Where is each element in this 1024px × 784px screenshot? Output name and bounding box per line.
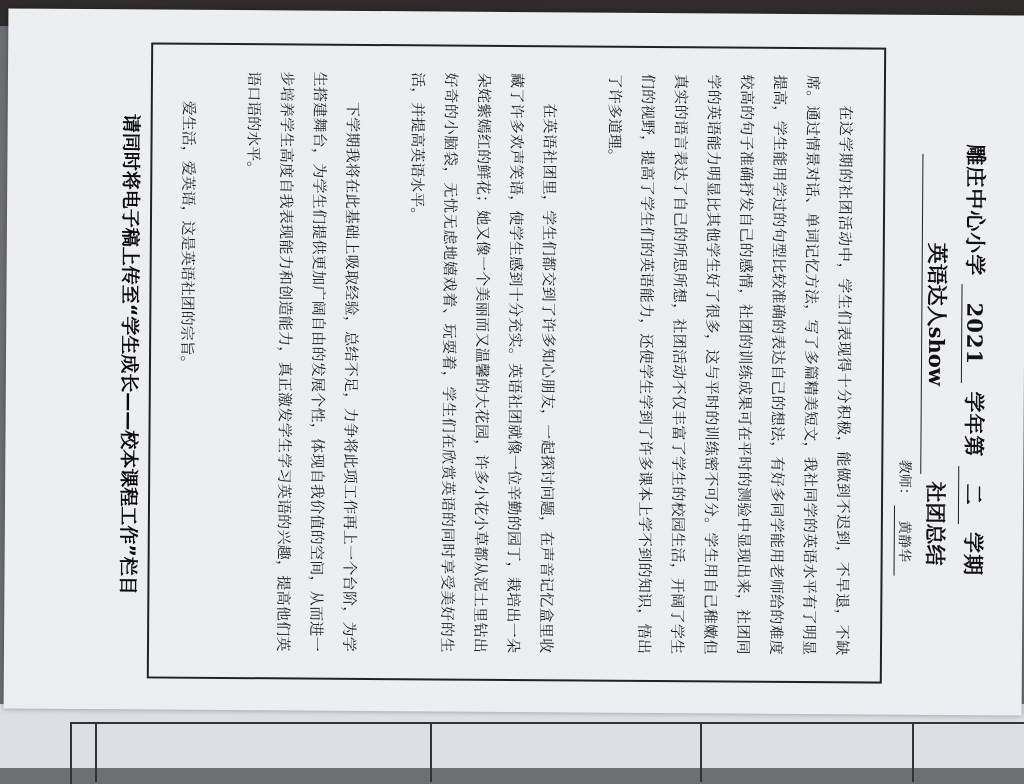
term-number: 二 xyxy=(958,466,989,524)
form-table-divider xyxy=(700,722,702,782)
summary-paragraph: 在这学期的社团活动中，学生们表现得十分积极，能做到不迟到，不早退，不缺席。通过情景对话、单词记忆方法，写了多篇精美短文，我社同学的英语水平有了明显提高，学生能用学过的句型比较准确的表达自己的想法，有好多同学能用老师给的难度较高的句子准确抒发自己的感情，社团的训练成果可在平时的测验中显现出来，社团同学的英语能力明显比其他学生好了很多，这与平时的训练密不可分。学生用自己稚嫩但真实的语言表达了自己的所思所想，社团活动不仅丰富了学生的校园生活，开阔了学生们的视野，提高了学生们的英语能力，还使学生学到了许多课本上学不到的知识，悟出了许多道理。 xyxy=(605,73,855,656)
term-suffix: 学期 xyxy=(960,531,986,577)
rotated-page xyxy=(84,24,999,690)
heading-club-line xyxy=(919,30,955,690)
summary-paragraph: 爱生活，爱英语，这是英语社团的宗旨。 xyxy=(177,100,198,371)
document-paper xyxy=(4,8,1024,715)
teacher-line xyxy=(894,460,916,577)
form-table-divider xyxy=(912,722,914,782)
club-name: 英语达人show xyxy=(920,154,953,474)
form-table-divider xyxy=(95,722,97,782)
school-year: 2021 xyxy=(961,285,988,384)
document-heading xyxy=(892,30,993,691)
summary-paragraph: 在英语社团里，学生们都交到了许多知心朋友，一起探讨问题，在声音记忆盒里收藏了许多欢声笑语，使学生感到十分充实。英语社团就像一位辛勤的园丁，栽培出一朵朵姹紫嫣红的鲜花；她又像一个美丽而又温馨的大花园，许多小花小草都从泥土里钻出好奇的小脑袋，无忧无虑地嬉戏着、玩耍着，学生们在欣赏英语的同时享受美好的生活，并提高英语水平。 xyxy=(407,72,559,654)
teacher-name: 黄静华 xyxy=(894,506,915,576)
year-suffix: 学年第 xyxy=(961,391,987,458)
heading-school-year-line xyxy=(957,30,993,690)
form-table-outline xyxy=(70,722,1024,784)
upload-instruction: 请同时将电子稿上传至“学生成长——校本课程工作”栏目 xyxy=(116,113,142,595)
summary-text-box xyxy=(147,42,886,683)
form-table-divider xyxy=(430,722,432,782)
teacher-label: 教师： xyxy=(896,459,913,502)
school-name: 雕庄中心小学 xyxy=(962,144,989,277)
club-suffix: 社团总结 xyxy=(922,481,949,566)
summary-paragraph: 下学期我将在此基础上吸取经验，总结不足，力争将此项工作再上一个台阶，为学生搭建舞台，为学生们提供更加广阔自由的发展个性，体现自我价值的空间，从而进一步培养学生高度自我表现能力和创造能力，真正激发学生学习英语的兴趣，提高他们英语口语的水平。 xyxy=(244,71,362,652)
